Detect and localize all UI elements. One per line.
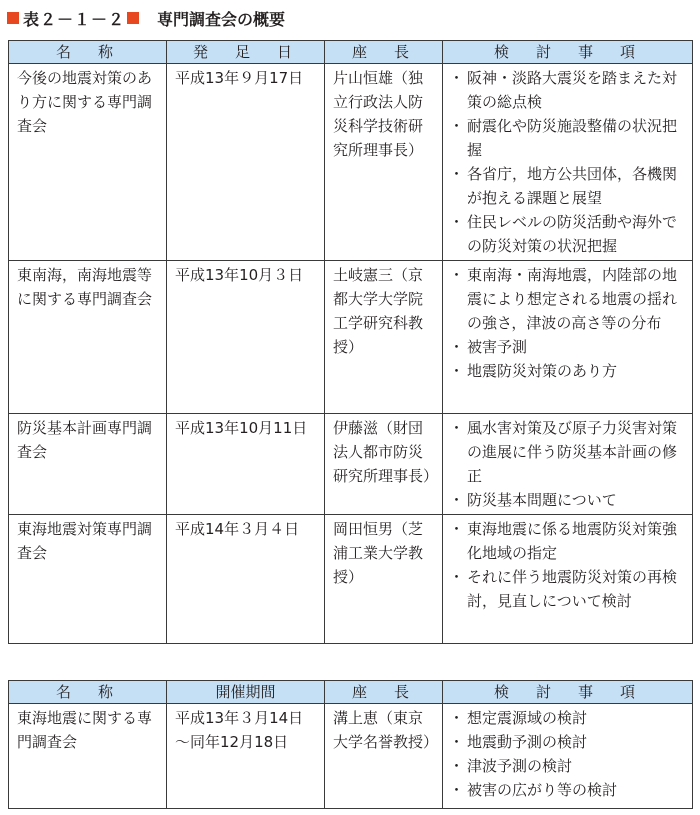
- topics-list: [451, 66, 686, 258]
- committee-name: 東南海，南海地震等に関する専門調査会: [9, 261, 167, 414]
- topics-cell: [443, 515, 693, 644]
- committee-name: 今後の地震対策のあり方に関する専門調査会: [9, 64, 167, 261]
- meeting-period: 平成13年３月14日～同年12月18日: [167, 704, 325, 809]
- topics-list: [451, 517, 686, 613]
- committee-table-current: [8, 40, 693, 644]
- chairperson: 伊藤滋（財団法人都市防災研究所理事長）: [325, 414, 443, 515]
- title-square-icon: [7, 12, 19, 24]
- start-date: 平成13年10月11日: [167, 414, 325, 515]
- header-name: 名 称: [9, 681, 167, 704]
- chairperson: 片山恒雄（独立行政法人防災科学技術研究所理事長）: [325, 64, 443, 261]
- table-row: [9, 704, 693, 809]
- table-number: 表２－１－２: [23, 9, 126, 29]
- topic-item: ・ 東南海・南海地震，内陸部の地震により想定される地震の揺れの強さ，津波の高さ等の分布: [451, 263, 686, 335]
- topics-cell: [443, 261, 693, 414]
- topics-cell: [443, 64, 693, 261]
- table-row: [9, 414, 693, 515]
- table-header-row: [9, 681, 693, 704]
- table-row: [9, 515, 693, 644]
- start-date: 平成13年10月３日: [167, 261, 325, 414]
- header-period: 開催期間: [167, 681, 325, 704]
- topics-list: [451, 416, 686, 512]
- topic-item: ・ 阪神・淡路大震災を踏まえた対策の総点検: [451, 66, 686, 114]
- table-header-row: [9, 41, 693, 64]
- chairperson: 土岐憲三（京都大学大学院工学研究科教授）: [325, 261, 443, 414]
- topic-item: ・ 被害の広がり等の検討: [451, 778, 686, 802]
- header-name: 名 称: [9, 41, 167, 64]
- committee-table-past: [8, 680, 693, 809]
- topic-item: ・ 想定震源域の検討: [451, 706, 686, 730]
- chairperson: 岡田恒男（芝浦工業大学教授）: [325, 515, 443, 644]
- topic-item: ・ 被害予測: [451, 335, 686, 359]
- start-date: 平成14年３月４日: [167, 515, 325, 644]
- topic-item: ・ 地震動予測の検討: [451, 730, 686, 754]
- committee-name: 東海地震対策専門調査会: [9, 515, 167, 644]
- header-topics: 検 討 事 項: [443, 41, 693, 64]
- topic-item: ・ 防災基本問題について: [451, 488, 686, 512]
- header-chair: 座 長: [325, 41, 443, 64]
- topics-list: [451, 706, 686, 802]
- topic-item: ・ 津波予測の検討: [451, 754, 686, 778]
- table-title: [5, 5, 285, 31]
- header-chair: 座 長: [325, 681, 443, 704]
- topic-item: ・ それに伴う地震防災対策の再検討，見直しについて検討: [451, 565, 686, 613]
- header-topics: 検 討 事 項: [443, 681, 693, 704]
- table-row: [9, 261, 693, 414]
- topics-cell: [443, 704, 693, 809]
- topics-cell: [443, 414, 693, 515]
- topic-item: ・ 風水害対策及び原子力災害対策の進展に伴う防災基本計画の修正: [451, 416, 686, 488]
- topic-item: ・ 住民レベルの防災活動や海外での防災対策の状況把握: [451, 210, 686, 258]
- table-row: [9, 64, 693, 261]
- committee-name: 東海地震に関する専門調査会: [9, 704, 167, 809]
- header-start-date: 発 足 日: [167, 41, 325, 64]
- topic-item: ・ 各省庁，地方公共団体，各機関が抱える課題と展望: [451, 162, 686, 210]
- committee-name: 防災基本計画専門調査会: [9, 414, 167, 515]
- chairperson: 溝上恵（東京大学名誉教授）: [325, 704, 443, 809]
- start-date: 平成13年９月17日: [167, 64, 325, 261]
- topic-item: ・ 地震防災対策のあり方: [451, 359, 686, 383]
- topic-item: ・ 耐震化や防災施設整備の状況把握: [451, 114, 686, 162]
- topics-list: [451, 263, 686, 383]
- title-square-icon: [127, 12, 139, 24]
- topic-item: ・ 東海地震に係る地震防災対策強化地域の指定: [451, 517, 686, 565]
- table-caption: 専門調査会の概要: [157, 9, 286, 29]
